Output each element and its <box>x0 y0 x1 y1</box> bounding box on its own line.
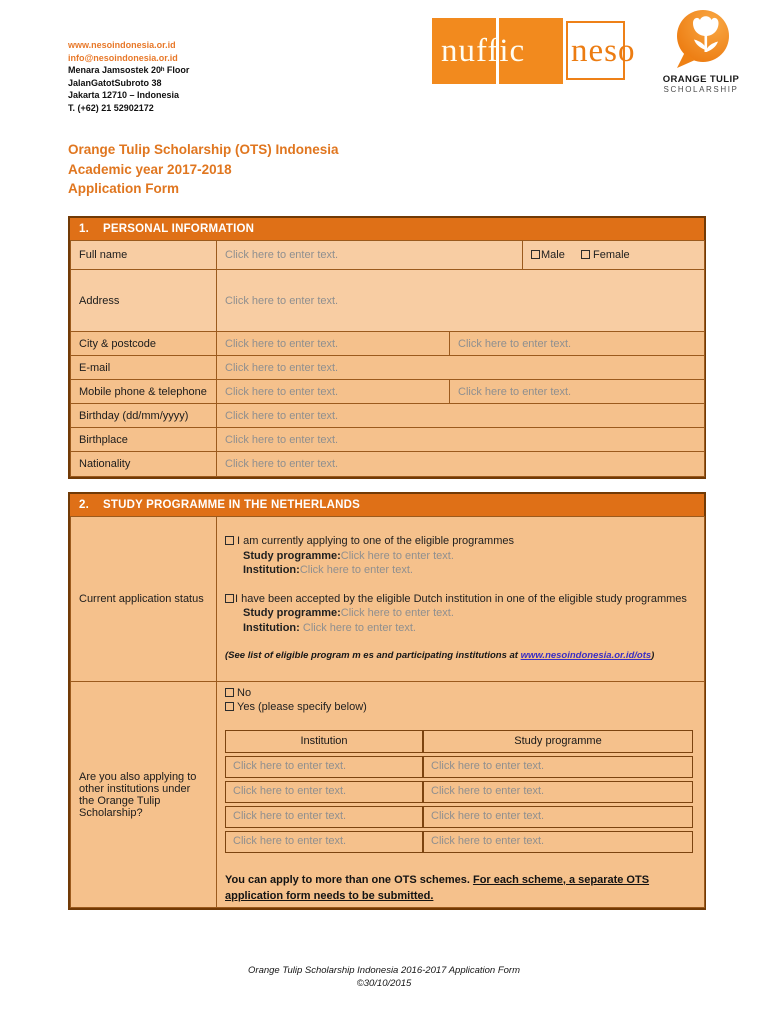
table-row <box>71 380 705 404</box>
table-row <box>71 517 705 682</box>
study-programme-input[interactable]: Click here to enter text. <box>423 781 693 803</box>
study-programme-input[interactable]: Click here to enter text. <box>423 831 693 853</box>
other-institutions-table <box>225 727 693 856</box>
footer-line-1: Orange Tulip Scholarship Indonesia 2016-2017 Application Form <box>248 965 520 976</box>
phone-line: T. (+62) 21 52902172 <box>68 102 154 113</box>
title-line-2: Academic year 2017-2018 <box>68 161 232 177</box>
table-row <box>71 452 705 477</box>
institution-column-header: Institution <box>225 730 423 753</box>
letterhead-contact-block <box>68 39 189 114</box>
study-programme-field-2 <box>225 606 696 621</box>
nuffic-wordmark: nuffic <box>441 33 526 69</box>
website-link[interactable]: www.nesoindonesia.or.id <box>68 40 176 50</box>
institution-label: Institution: <box>243 621 303 634</box>
birthplace-input[interactable]: Click here to enter text. <box>217 428 705 452</box>
study-programme-table <box>70 516 705 908</box>
see-list-suffix: ) <box>651 650 655 662</box>
yes-label: Yes (please specify below) <box>237 701 367 713</box>
document-title <box>68 140 339 199</box>
birthday-input[interactable]: Click here to enter text. <box>217 404 705 428</box>
inner-table-row <box>225 831 693 853</box>
ots-logo-text-line2: SCHOLARSHIP <box>663 85 739 94</box>
institution-input[interactable]: Click here to enter text. <box>299 564 413 577</box>
ots-logo-text-line1: ORANGE TULIP <box>662 74 740 85</box>
telephone-input[interactable]: Click here to enter text. <box>450 380 705 404</box>
option-label: I have been accepted by the eligible Dutch institution in one of the eligible study programmes <box>235 592 687 605</box>
table-row <box>71 428 705 452</box>
title-line-1: Orange Tulip Scholarship (OTS) Indonesia <box>68 142 339 157</box>
page-footer <box>0 964 768 990</box>
inner-table-row <box>225 781 693 803</box>
multiple-schemes-note <box>225 872 699 904</box>
inner-header-row <box>225 730 693 753</box>
no-label: No <box>237 686 252 699</box>
female-label: Female <box>592 249 630 261</box>
table-row <box>71 682 705 908</box>
title-line-3: Application Form <box>68 181 179 196</box>
institution-label: Institution: <box>243 564 300 577</box>
ots-list-link[interactable]: www.nesoindonesia.or.id/ots <box>520 650 652 662</box>
table-row <box>71 332 705 356</box>
section1-title: PERSONAL INFORMATION <box>103 223 255 235</box>
no-checkbox[interactable] <box>225 688 234 697</box>
study-programme-field-1 <box>225 549 696 564</box>
study-programme-input[interactable]: Click here to enter text. <box>423 806 693 828</box>
table-row <box>71 270 705 332</box>
inner-table-row <box>225 756 693 778</box>
study-programme-input[interactable]: Click here to enter text. <box>340 549 454 562</box>
inner-table-row <box>225 806 693 828</box>
mobile-input[interactable]: Click here to enter text. <box>217 380 450 404</box>
tulip-bubble-icon <box>667 8 735 72</box>
currently-applying-checkbox[interactable] <box>225 536 234 545</box>
also-applying-label: Are you also applying to other institutions under the Orange Tulip Scholarship? <box>71 682 217 908</box>
study-programme-input[interactable]: Click here to enter text. <box>340 607 454 620</box>
accepted-checkbox[interactable] <box>225 594 234 603</box>
section-personal-information <box>68 216 706 479</box>
section1-header-bar <box>70 218 704 240</box>
address-line: JalanGatotSubroto 38 <box>68 77 162 88</box>
male-label: Male <box>541 249 565 261</box>
city-postcode-label: City & postcode <box>71 332 217 356</box>
neso-wordmark: neso <box>571 33 636 69</box>
address-line: Menara Jamsostek 20ʰ Floor <box>68 65 190 75</box>
address-line: Jakarta 12710 – Indonesia <box>68 90 180 100</box>
institution-input[interactable]: Click here to enter text. <box>225 831 423 853</box>
section2-number: 2. <box>79 499 89 511</box>
orange-tulip-scholarship-logo <box>648 8 754 94</box>
email-input[interactable]: Click here to enter text. <box>217 356 705 380</box>
footer-line-2: ©30/10/2015 <box>356 978 412 989</box>
female-checkbox[interactable] <box>581 250 590 259</box>
section-study-programme <box>68 492 706 910</box>
option-currently-applying <box>225 534 696 549</box>
study-programme-input[interactable]: Click here to enter text. <box>423 756 693 778</box>
address-label: Address <box>71 270 217 332</box>
table-row <box>71 241 705 270</box>
institution-input[interactable]: Click here to enter text. <box>302 621 416 634</box>
note-normal-part: You can apply to more than one OTS schemes. <box>225 873 473 886</box>
gender-cell <box>523 241 705 270</box>
study-programme-label: Study programme: <box>243 607 341 620</box>
study-programme-label: Study programme: <box>243 549 341 562</box>
study-programme-column-header: Study programme <box>423 730 693 753</box>
also-applying-cell <box>217 682 705 908</box>
option-accepted <box>225 592 696 607</box>
male-checkbox[interactable] <box>531 250 540 259</box>
email-link[interactable]: info@nesoindonesia.or.id <box>68 52 178 63</box>
table-row <box>71 356 705 380</box>
section2-header-bar <box>70 494 704 516</box>
postcode-input[interactable]: Click here to enter text. <box>450 332 705 356</box>
institution-input[interactable]: Click here to enter text. <box>225 781 423 803</box>
option-label: I am currently applying to one of the eligible programmes <box>237 535 514 548</box>
institution-field-2 <box>225 621 696 636</box>
personal-information-table <box>70 240 705 477</box>
full-name-input[interactable]: Click here to enter text. <box>217 241 523 270</box>
see-list-note <box>225 649 696 664</box>
institution-input[interactable]: Click here to enter text. <box>225 756 423 778</box>
note-underlined-part: For each scheme, a separate OTS application form needs to be submitted. <box>225 873 650 902</box>
table-row <box>71 404 705 428</box>
nationality-label: Nationality <box>71 452 217 477</box>
nationality-input[interactable]: Click here to enter text. <box>217 452 705 477</box>
city-input[interactable]: Click here to enter text. <box>217 332 450 356</box>
current-application-status-cell <box>217 517 705 682</box>
institution-field-1 <box>225 563 696 578</box>
section1-number: 1. <box>79 223 89 235</box>
institution-input[interactable]: Click here to enter text. <box>225 806 423 828</box>
yes-checkbox[interactable] <box>225 702 234 711</box>
birthplace-label: Birthplace <box>71 428 217 452</box>
email-label: E-mail <box>71 356 217 380</box>
option-yes <box>225 700 696 715</box>
current-application-status-label: Current application status <box>71 517 217 682</box>
mobile-telephone-label: Mobile phone & telephone <box>71 380 217 404</box>
see-list-prefix: (See list of eligible program m es and participating institutions at <box>225 650 521 662</box>
birthday-label: Birthday (dd/mm/yyyy) <box>71 404 217 428</box>
address-input[interactable]: Click here to enter text. <box>217 270 705 332</box>
option-no <box>225 686 696 701</box>
section2-title: STUDY PROGRAMME IN THE NETHERLANDS <box>103 499 361 511</box>
full-name-label: Full name <box>71 241 217 270</box>
nuffic-neso-logo <box>432 18 644 85</box>
